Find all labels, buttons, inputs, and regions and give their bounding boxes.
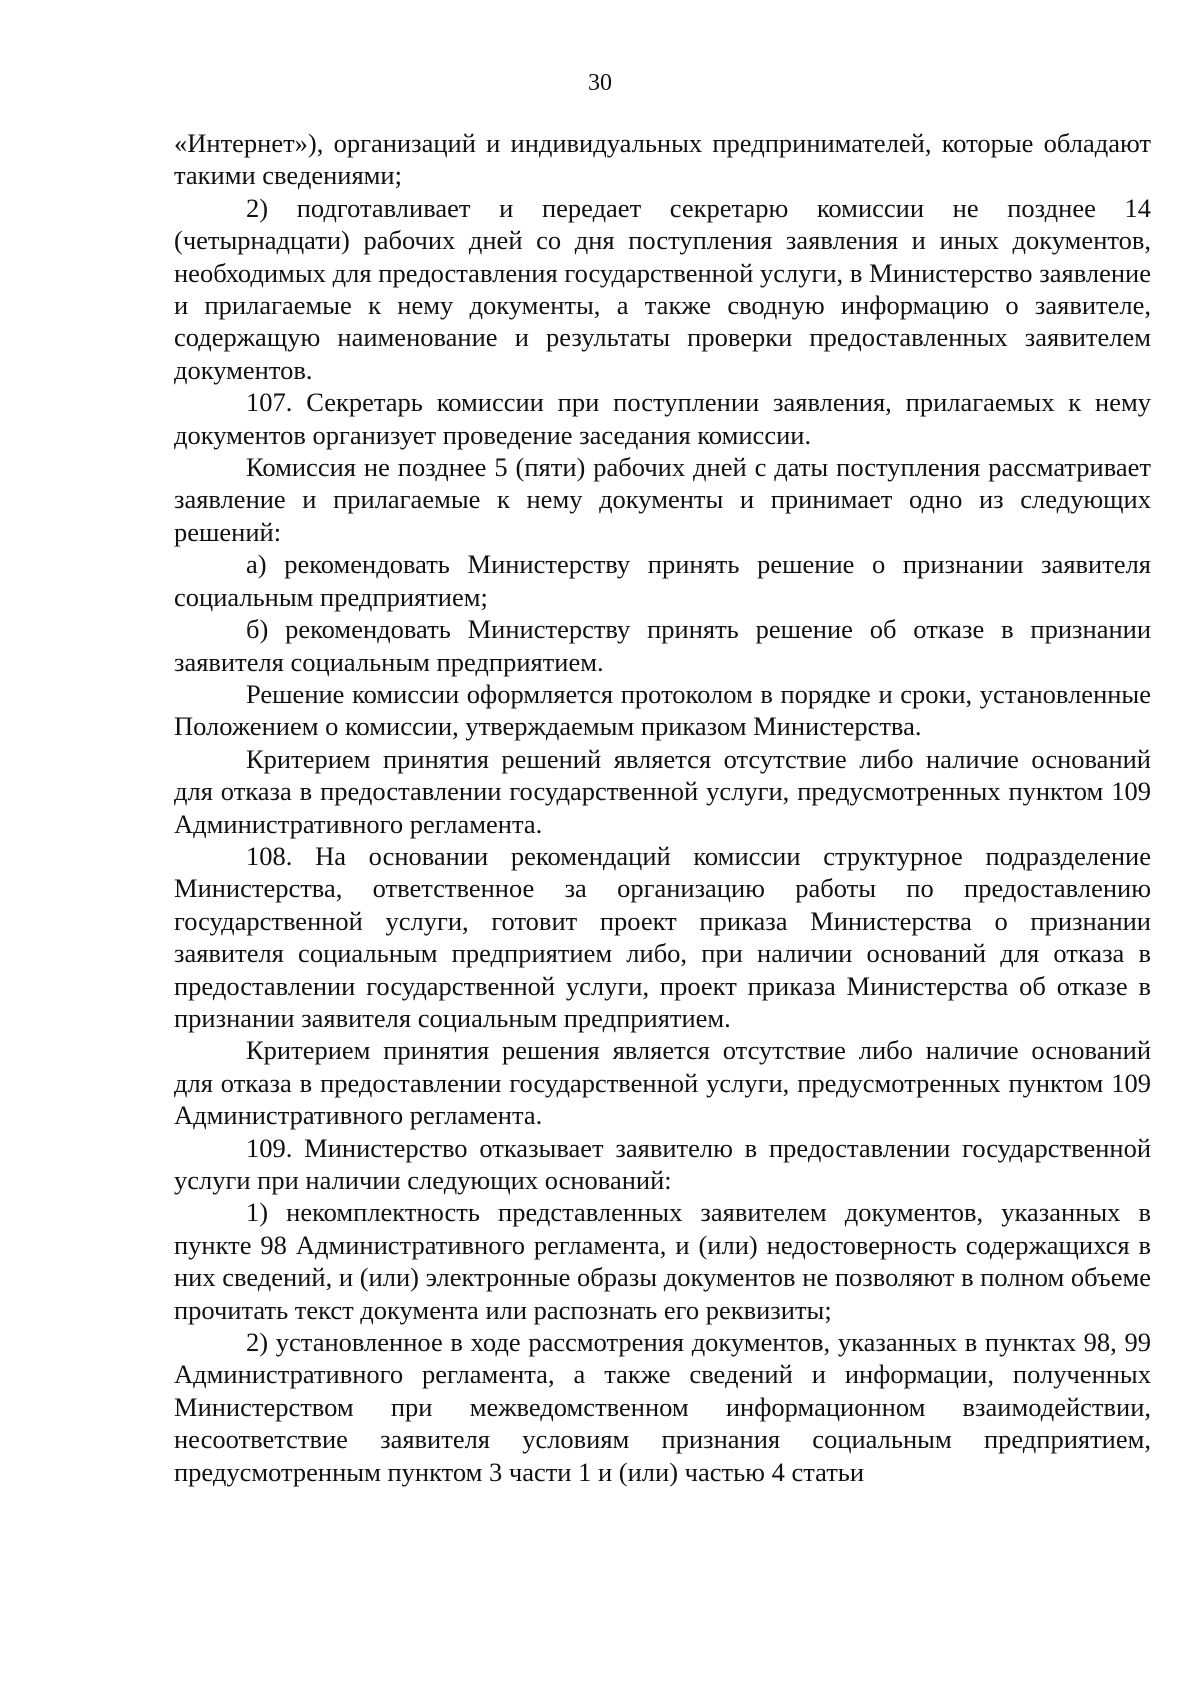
paragraph-item-2: 2) подготавливает и передает секретарю комиссии не позднее 14 (четырнадцати) рабочих дней со дня поступления заявления и иных документов, необходимых для предоставления государственной услуги, в Министерство заявление и прилагаемые к нему документы, а также сводную информацию о заявителе, содержащую наименование и результаты проверки предоставленных заявителем документов.: [174, 192, 1151, 385]
paragraph-reason-1: 1) некомплектность представленных заявителем документов, указанных в пункте 98 Административного регламента, и (или) недостоверность содержащихся в них сведений, и (или) электронные образы документов не позволяют в полном объеме прочитать текст документа или распознать его реквизиты;: [174, 1197, 1151, 1325]
document-body: [174, 127, 1151, 1488]
paragraph-continuation: «Интернет»), организаций и индивидуальных предпринимателей, которые обладают такими сведениями;: [174, 128, 1151, 191]
page-number: 30: [588, 70, 612, 96]
paragraph-criterion-2: Критерием принятия решения является отсутствие либо наличие оснований для отказа в предоставлении государственной услуги, предусмотренных пунктом 109 Административного регламента.: [174, 1035, 1151, 1131]
paragraph-option-a: а) рекомендовать Министерству принять решение о признании заявителя социальным предприятием;: [174, 549, 1151, 612]
paragraph-option-b: б) рекомендовать Министерству принять решение об отказе в признании заявителя социальным предприятием.: [174, 614, 1151, 677]
paragraph-commission: Комиссия не позднее 5 (пяти) рабочих дней с даты поступления рассматривает заявление и прилагаемые к нему документы и принимает одно из следующих решений:: [174, 452, 1151, 547]
paragraph-108: 108. На основании рекомендаций комиссии структурное подразделение Министерства, ответственное за организацию работы по предоставлению государственной услуги, готовит проект приказа Министерства о признании заявителя социальным предприятием либо, при наличии оснований для отказа в предоставлении государственной услуги, проект приказа Министерства об отказе в признании заявителя социальным предприятием.: [174, 840, 1151, 1033]
paragraph-criterion-1: Критерием принятия решений является отсутствие либо наличие оснований для отказа в предоставлении государственной услуги, предусмотренных пунктом 109 Административного регламента.: [174, 743, 1151, 839]
paragraph-reason-2: 2) установленное в ходе рассмотрения документов, указанных в пунктах 98, 99 Административного регламента, а также сведений и информации, полученных Министерством при межведомственном информационном взаимодействии, несоответствие заявителя условиям признания социальным предприятием, предусмотренным пунктом 3 части 1 и (или) частью 4 статьи: [174, 1327, 1151, 1487]
paragraph-decision: Решение комиссии оформляется протоколом в порядке и сроки, установленные Положением о комиссии, утверждаемым приказом Министерства.: [174, 678, 1151, 742]
paragraph-109: 109. Министерство отказывает заявителю в предоставлении государственной услуги при наличии следующих оснований:: [174, 1132, 1151, 1195]
paragraph-107: 107. Секретарь комиссии при поступлении заявления, прилагаемых к нему документов организует проведение заседания комиссии.: [174, 387, 1151, 450]
